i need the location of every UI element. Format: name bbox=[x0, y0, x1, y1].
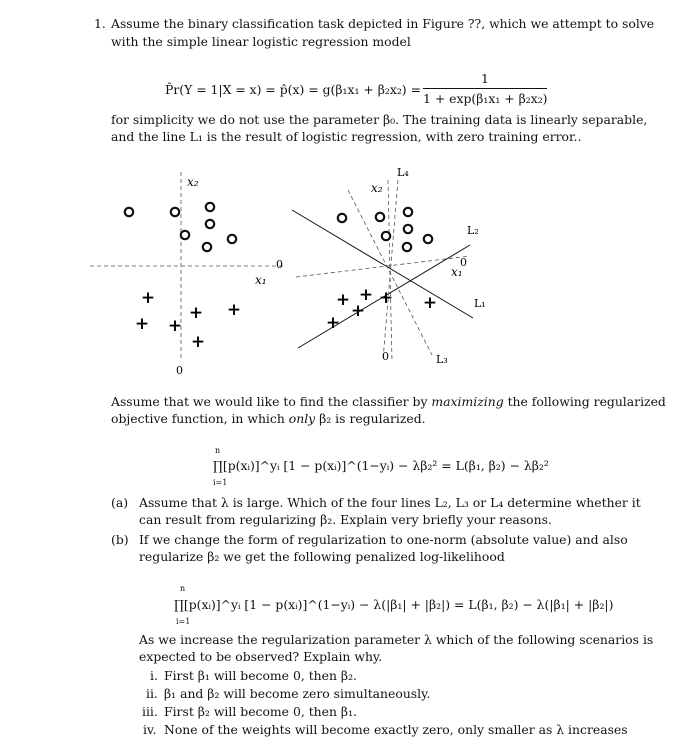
left-x1-label: x₁ bbox=[255, 273, 267, 287]
part-b-label: (b) bbox=[111, 532, 129, 547]
option-label: ii. bbox=[146, 686, 158, 701]
line-L4 bbox=[383, 180, 398, 360]
plus-point: + bbox=[422, 293, 438, 313]
plus-point: + bbox=[226, 300, 242, 320]
regularized-line2-emphasis: only bbox=[288, 411, 316, 426]
plus-point: + bbox=[358, 285, 374, 305]
left-plot bbox=[90, 172, 283, 377]
eq2-bottom-index: i=1 bbox=[176, 617, 191, 626]
left-zero-vertical: 0 bbox=[176, 364, 183, 377]
label-L3: L₃ bbox=[436, 353, 448, 366]
plus-point: + bbox=[350, 301, 366, 321]
regularized-line1-plain: Assume that we would like to find the classifier by bbox=[111, 394, 432, 409]
problem-intro-line1: Assume the binary classification task depicted in Figure ??, which we attempt to solve bbox=[111, 16, 655, 31]
option-text: None of the weights will become exactly zero, only smaller as λ increases bbox=[164, 722, 628, 737]
right-pluses bbox=[326, 285, 437, 333]
option-text: β₁ and β₂ will become zero simultaneously. bbox=[164, 686, 431, 701]
circle-point bbox=[404, 225, 412, 233]
plus-point: + bbox=[335, 290, 351, 310]
left-x2-label: x₂ bbox=[187, 175, 199, 189]
circle-point bbox=[424, 235, 432, 243]
option-label: iv. bbox=[143, 722, 157, 737]
plus-point: + bbox=[378, 288, 394, 308]
label-L1: L₁ bbox=[474, 297, 486, 310]
regularized-line1 bbox=[111, 393, 666, 410]
problem-intro-line2: with the simple linear logistic regression model bbox=[111, 34, 411, 49]
regularized-line1-rest: the following regularized bbox=[503, 394, 666, 409]
right-zero-vertical: 0 bbox=[382, 350, 389, 363]
label-L2: L₂ bbox=[467, 224, 479, 237]
circle-point bbox=[203, 243, 211, 251]
part-a-line2: can result from regularizing β₂. Explain very briefly your reasons. bbox=[139, 512, 552, 527]
objective-equation-1: ∏[p(xᵢ)]^yᵢ [1 − p(xᵢ)]^(1−yᵢ) − λβ₂² = L(β₁, β₂) − λβ₂² bbox=[213, 458, 549, 473]
part-a-line1: Assume that λ is large. Which of the four lines L₂, L₃ or L₄ determine whether it bbox=[139, 495, 641, 510]
plus-point: + bbox=[325, 313, 341, 333]
plus-point: + bbox=[190, 332, 206, 352]
label-L4: L₄ bbox=[397, 166, 409, 179]
circle-point bbox=[171, 208, 179, 216]
option-text: First β₂ will become 0, then β₁. bbox=[164, 704, 357, 719]
circle-point bbox=[228, 235, 236, 243]
plus-point: + bbox=[140, 288, 156, 308]
right-x1-label: x₁ bbox=[451, 265, 463, 279]
left-zero-horizontal: 0 bbox=[276, 258, 283, 271]
circle-point bbox=[404, 208, 412, 216]
eq1-bottom-index: i=1 bbox=[213, 478, 228, 487]
plus-point: + bbox=[188, 303, 204, 323]
circle-point bbox=[125, 208, 133, 216]
regularized-line1-emphasis: maximizing bbox=[431, 394, 504, 409]
option-label: iii. bbox=[142, 704, 158, 719]
part-a-label: (a) bbox=[111, 495, 129, 510]
regularized-line2-b: β₂ is regularized. bbox=[315, 411, 426, 426]
option-label: i. bbox=[150, 668, 158, 683]
right-plot bbox=[292, 166, 486, 366]
classification-figure bbox=[0, 150, 676, 390]
right-x2-axis bbox=[388, 180, 392, 362]
problem-after-line2: and the line L₁ is the result of logistic regression, with zero training error.. bbox=[111, 129, 582, 144]
right-circles bbox=[338, 208, 432, 251]
regularized-line2 bbox=[111, 410, 426, 427]
fraction-bar bbox=[423, 88, 547, 89]
left-circles bbox=[125, 203, 236, 251]
eq1-top-index: n bbox=[215, 446, 221, 455]
problem-number: 1. bbox=[94, 16, 106, 31]
model-equation-denominator: 1 + exp(β₁x₁ + β₂x₂) bbox=[423, 91, 548, 106]
circle-point bbox=[181, 231, 189, 239]
circle-point bbox=[376, 213, 384, 221]
left-pluses bbox=[135, 288, 241, 352]
part-b-line1: If we change the form of regularization to one-norm (absolute value) and also bbox=[139, 532, 628, 547]
model-equation-lhs: P̂r(Y = 1|X = x) = p̂(x) = g(β₁x₁ + β₂x₂) = bbox=[165, 82, 421, 97]
part-b-line2: regularize β₂ we get the following penalized log-likelihood bbox=[139, 549, 505, 564]
circle-point bbox=[338, 214, 346, 222]
circle-point bbox=[206, 220, 214, 228]
plus-point: + bbox=[134, 314, 150, 334]
right-zero-horizontal: 0 bbox=[460, 256, 467, 269]
part-b-question-line1: As we increase the regularization parameter λ which of the following scenarios is bbox=[139, 632, 654, 647]
right-x2-label: x₂ bbox=[371, 181, 383, 195]
part-b-question-line2: expected to be observed? Explain why. bbox=[139, 649, 383, 664]
circle-point bbox=[403, 243, 411, 251]
regularized-line2-a: objective function, in which bbox=[111, 411, 289, 426]
eq2-top-index: n bbox=[180, 584, 186, 593]
model-equation-numerator: 1 bbox=[481, 71, 489, 86]
circle-point bbox=[206, 203, 214, 211]
problem-after-line1: for simplicity we do not use the parameter β₀. The training data is linearly separable, bbox=[111, 112, 648, 127]
objective-equation-2: ∏[p(xᵢ)]^yᵢ [1 − p(xᵢ)]^(1−yᵢ) − λ(|β₁| + |β₂|) = L(β₁, β₂) − λ(|β₁| + |β₂|) bbox=[174, 597, 614, 612]
plus-point: + bbox=[167, 316, 183, 336]
option-text: First β₁ will become 0, then β₂. bbox=[164, 668, 357, 683]
